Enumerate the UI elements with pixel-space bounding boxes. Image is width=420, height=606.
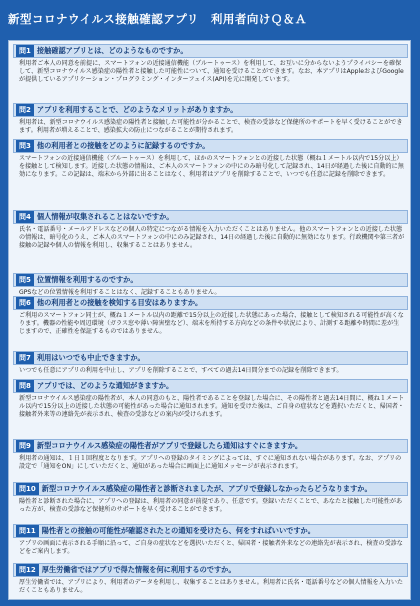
question-number: 問4 [16, 211, 34, 223]
answer-text: 利用者ご本人の同意を前提に、スマートフォンの近接通信機能（ブルートゥース）を利用して、お互いに分からないようプライバシーを確保して、新型コロナウイルス感染症の陽性者と接触した可能性について、通知を受けることができます。なお、本アプリはAppleおよびGoogleが提供しているアプリケーション・プログラミング・インターフェイス(API)を元に開発しています。 [19, 60, 404, 84]
question-heading [13, 103, 408, 117]
question-number: 問12 [16, 564, 39, 576]
answer-text: GPSなどの位置情報を利用することはなく、記録することもありません。 [19, 289, 221, 296]
header-bar [0, 0, 420, 38]
page-title: 新型コロナウイルス接触確認アプリ 利用者向けＱ＆Ａ [8, 12, 307, 26]
question-text: 厚生労働省ではアプリで得た情報を何に利用するのですか。 [41, 565, 236, 574]
question-number: 問10 [16, 483, 39, 495]
question-text: 他の利用者との接触を検知する目安はありますか。 [36, 298, 203, 307]
question-number: 問11 [16, 525, 39, 537]
question-text: 位置情報を利用するのですか。 [36, 275, 138, 284]
question-number: 問8 [16, 380, 34, 392]
question-text: 個人情報が収集されることはないですか。 [36, 212, 174, 221]
question-heading [13, 139, 408, 153]
question-number: 問3 [16, 140, 34, 152]
question-heading [13, 210, 408, 224]
qa-item-10 [13, 482, 408, 514]
question-text: 新型コロナウイルス感染症の陽性者と診断されましたが、アプリで登録しなかったらどうなりますか。 [41, 484, 372, 493]
qa-item-2 [13, 103, 408, 135]
question-text: 接触確認アプリとは、どのようなものですか。 [36, 46, 188, 55]
question-number: 問1 [16, 45, 34, 57]
question-text: 新型コロナウイルス感染症の陽性者がアプリで登録したら通知はすぐにきますか。 [36, 441, 303, 450]
question-number: 問7 [16, 352, 34, 364]
question-heading [13, 482, 408, 496]
question-heading [13, 296, 408, 310]
qa-item-1 [13, 44, 408, 85]
answer-text: 利用者の通知は、１日１回程度となります。アプリへの登録のタイミングによっては、すぐに通知されない場合があります。なお、アプリの設定で「通知をON」にしていただくと、通知があった場合に画面上に通知メッセージが表示されます。 [19, 455, 402, 471]
question-number: 問5 [16, 274, 34, 286]
answer-text: いつでも任意にアプリの利用を中止し、アプリを削除することで、すべての過去14日間分までの記録を削除できます。 [19, 367, 343, 374]
question-text: アプリを利用することで、どのようなメリットがありますか。 [36, 105, 238, 114]
question-text: 利用はいつでも中止できますか。 [36, 353, 145, 362]
question-heading [13, 273, 408, 287]
qa-item-9 [13, 439, 408, 471]
question-heading [13, 44, 408, 58]
question-number: 問2 [16, 104, 34, 116]
question-heading [13, 439, 408, 453]
qa-item-6 [13, 296, 408, 337]
question-heading [13, 524, 408, 538]
qa-item-3 [13, 139, 408, 180]
answer-text: 新型コロナウイルス感染症の陽性者が、本人の同意のもと、陽性者であることを登録した場合に、その陽性者と過去14日間に、概ね１メートル以内で15分以上の近接した状態の可能性があった場合に通知されます。通知を受けた後は、ご自身の症状などを選択いただくと、帰国者・接触者外来等の連絡先が表示され、検査の受診などの案内が受けられます。 [19, 395, 405, 419]
answer-text: スマートフォンの近接通信機能（ブルートゥース）を利用して、ほかのスマートフォンとの近接した状態（概ね１メートル以内で15分以上）を接触として検知します。近接した状態の情報は、ご本人のスマートフォンの中にのみ暗号化して記録され、14日が経過した後に自動的に無効になります。この記録は、端末から外部に出ることはなく、利用者はアプリを削除することで、いつでも任意に記録を削除できます。 [19, 155, 404, 179]
question-heading [13, 379, 408, 393]
answer-text: 陽性者と診断された場合に、アプリへの登録は、利用者の同意が前提であり、任意です。登録いただくことで、あなたと接触した可能性があった方が、検査の受診など保健所のサポートを早く受けることができます。 [19, 498, 403, 514]
question-heading [13, 351, 408, 365]
qa-panel [8, 40, 411, 600]
qa-item-5 [13, 273, 408, 297]
question-text: 陽性者との接触の可能性が確認されたとの通知を受けたら、何をすればいいですか。 [41, 526, 315, 535]
qa-item-7 [13, 351, 408, 375]
answer-text: 氏名・電話番号・メールアドレスなどの個人の特定につながる情報を入力いただくことはありません。他のスマートフォンとの近接した状態の情報は、暗号化のうえ、ご本人のスマートフォンの中にのみ記録され、14日の経過した後に自動的に無効になります。行政機関や第三者が接触の記録や個人の情報を利用し、収集することはありません。 [19, 226, 405, 250]
question-text: 他の利用者との接触をどのように記録するのですか。 [36, 141, 210, 150]
qa-item-11 [13, 524, 408, 556]
answer-text: ご利用のスマートフォン同士が、概ね１メートル以内の距離で15分以上の近接した状態にあった場合、接触として検知される可能性が高くなります。機器の性能や周辺環境（ガラス窓や薄い障害壁など）、端末を所持する方向などの条件や状況により、計測する距離や時間に差が生じますので、正確性を保証するものではありません。 [19, 312, 404, 336]
qa-item-4 [13, 210, 408, 251]
question-heading [13, 563, 408, 577]
answer-text: 利用者は、新型コロナウイルス感染症の陽性者と接触した可能性が分かることで、検査の受診など保健所のサポートを早く受けることができます。利用者が増えることで、感染拡大の防止につながることが期待されます。 [19, 119, 403, 135]
question-text: アプリでは、どのような通知がきますか。 [36, 381, 174, 390]
question-number: 問9 [16, 440, 34, 452]
answer-text: 厚生労働省では、アプリにより、利用者のデータを利用し、収集することはありません。利用者に氏名・電話番号などの個人情報を入力いただくこともありません。 [19, 579, 404, 595]
qa-item-8 [13, 379, 408, 420]
qa-item-12 [13, 563, 408, 595]
answer-text: アプリの画面に表示される手順に沿って、ご自身の症状などを選択いただくと、帰国者・接触者外来などの連絡先が表示され、検査の受診などをご案内します。 [19, 540, 403, 556]
question-number: 問6 [16, 297, 34, 309]
